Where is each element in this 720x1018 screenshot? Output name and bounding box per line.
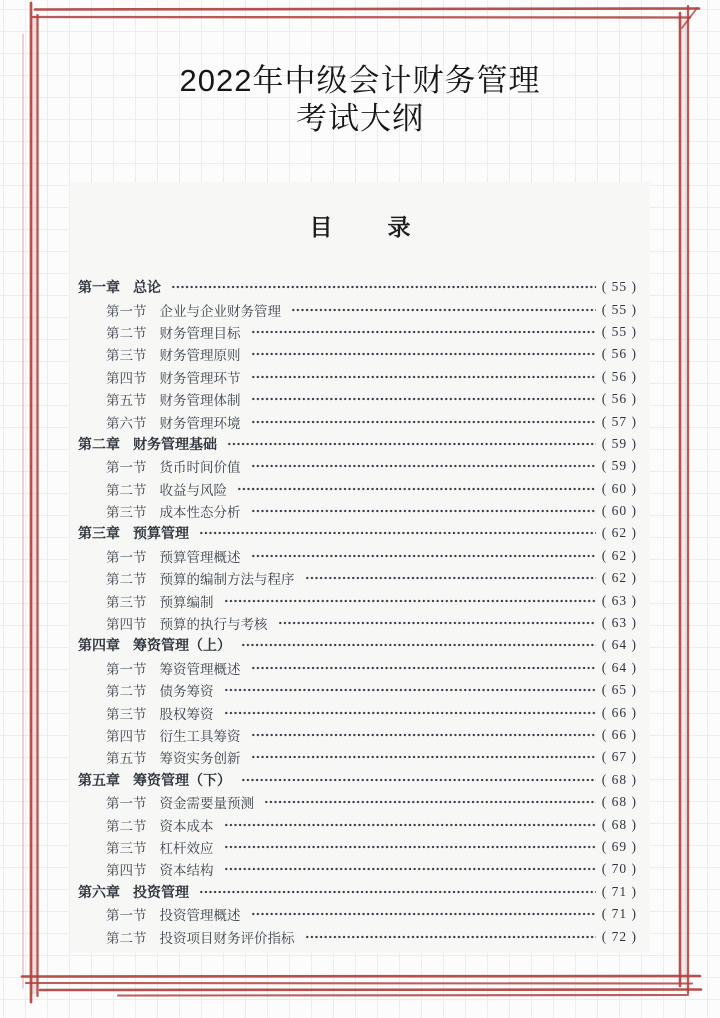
toc-dot-leader bbox=[241, 638, 596, 652]
toc-entry bbox=[70, 276, 650, 298]
toc-entry-page: ( 55 ) bbox=[601, 323, 637, 339]
toc-entry-page: ( 56 ) bbox=[601, 368, 637, 384]
toc-entry bbox=[70, 925, 650, 947]
toc-entry-number: 第一节 bbox=[106, 908, 147, 924]
toc-entry-title: 财务管理基础 bbox=[133, 435, 217, 452]
toc-entry-title: 预算管理 bbox=[133, 525, 189, 542]
toc-dot-leader bbox=[224, 683, 596, 697]
toc-entry bbox=[70, 410, 650, 432]
toc-entry-page: ( 62 ) bbox=[601, 570, 637, 586]
toc-entry-page: ( 63 ) bbox=[601, 615, 637, 631]
toc-dot-leader bbox=[224, 818, 596, 832]
title-line-2: 考试大纲 bbox=[296, 101, 424, 136]
toc-dot-leader bbox=[251, 504, 596, 518]
toc-entry bbox=[70, 791, 650, 813]
toc-panel bbox=[70, 182, 650, 953]
toc-dot-leader bbox=[199, 885, 596, 899]
toc-entry-page: ( 71 ) bbox=[601, 883, 637, 899]
toc-dot-leader bbox=[241, 773, 596, 787]
toc-entry-number: 第四节 bbox=[106, 617, 147, 633]
toc-entry-number: 第四节 bbox=[106, 370, 147, 386]
toc-heading-char-2: 录 bbox=[387, 214, 411, 240]
toc-entry-title: 财务管理体制 bbox=[159, 393, 241, 409]
toc-entry-title: 资本成本 bbox=[159, 818, 214, 834]
toc-dot-leader bbox=[251, 459, 596, 473]
toc-entry bbox=[70, 813, 650, 835]
toc-dot-leader bbox=[224, 706, 596, 720]
toc-entry-page: ( 69 ) bbox=[601, 838, 637, 854]
toc-entry-page: ( 59 ) bbox=[601, 458, 637, 474]
toc-entry-number: 第三节 bbox=[106, 706, 147, 722]
toc-dot-leader bbox=[251, 750, 596, 764]
toc-entry-number: 第二节 bbox=[106, 572, 147, 588]
toc-entry bbox=[70, 612, 650, 634]
toc-entry-page: ( 60 ) bbox=[601, 503, 637, 519]
toc-entry-number: 第二节 bbox=[106, 482, 147, 498]
toc-dot-leader bbox=[278, 616, 596, 630]
toc-entry-number: 第一章 bbox=[78, 279, 120, 296]
toc-dot-leader bbox=[251, 392, 596, 406]
toc-entry-number: 第三节 bbox=[106, 348, 147, 364]
toc-entry-number: 第六节 bbox=[106, 415, 147, 431]
toc-entry-title: 财务管理环境 bbox=[159, 415, 241, 431]
toc-entry bbox=[70, 881, 650, 903]
toc-dot-leader bbox=[251, 370, 596, 384]
toc-entry-number: 第二节 bbox=[106, 818, 147, 834]
toc-dot-leader bbox=[264, 795, 596, 809]
toc-entry bbox=[70, 903, 650, 925]
toc-dot-leader bbox=[227, 437, 596, 451]
toc-entry-title: 资金需要量预测 bbox=[159, 796, 254, 812]
toc-entry bbox=[70, 836, 650, 858]
toc-entry bbox=[70, 567, 650, 589]
toc-entry-page: ( 65 ) bbox=[601, 682, 637, 698]
toc-entry-number: 第五节 bbox=[106, 751, 147, 767]
toc-entry-number: 第三节 bbox=[106, 840, 147, 856]
toc-heading-char-1: 目 bbox=[309, 214, 333, 240]
toc-entry-title: 预算的编制方法与程序 bbox=[159, 572, 295, 588]
toc-dot-leader bbox=[291, 303, 596, 317]
toc-entry-number: 第四节 bbox=[106, 729, 147, 744]
toc-entry-title: 货币时间价值 bbox=[159, 460, 241, 476]
toc-entry-title: 预算编制 bbox=[159, 594, 214, 610]
toc-entry-title: 收益与风险 bbox=[159, 482, 227, 498]
toc-dot-leader bbox=[224, 594, 596, 608]
toc-entry-page: ( 57 ) bbox=[601, 413, 637, 429]
toc-entry-number: 第二节 bbox=[106, 325, 147, 341]
toc-dot-leader bbox=[224, 840, 596, 854]
toc-entry-title: 杠杆效应 bbox=[159, 840, 214, 856]
toc-entry-title: 财务管理环节 bbox=[159, 370, 241, 386]
toc-dot-leader bbox=[237, 482, 596, 496]
toc-entry bbox=[70, 701, 650, 723]
toc-entry-number: 第二节 bbox=[106, 684, 147, 700]
toc-entry-number: 第五章 bbox=[78, 771, 120, 788]
toc-dot-leader bbox=[251, 728, 596, 742]
toc-entry bbox=[70, 433, 650, 455]
toc-entry-title: 财务管理原则 bbox=[159, 348, 241, 364]
toc-entry bbox=[70, 388, 650, 410]
toc-entry bbox=[70, 545, 650, 567]
toc-entry-title: 投资管理 bbox=[133, 883, 189, 900]
toc-dot-leader bbox=[305, 930, 596, 944]
toc-entry-page: ( 66 ) bbox=[601, 727, 637, 742]
toc-dot-leader bbox=[251, 661, 596, 675]
toc-entry-number: 第六章 bbox=[78, 883, 120, 900]
toc-entry bbox=[70, 589, 650, 611]
toc-entry-page: ( 63 ) bbox=[601, 592, 637, 608]
toc-entry bbox=[70, 634, 650, 656]
toc-dot-leader bbox=[305, 571, 596, 585]
toc-entry-page: ( 59 ) bbox=[601, 435, 637, 451]
toc-entry-title: 企业与企业财务管理 bbox=[159, 303, 281, 319]
toc-entry-page: ( 72 ) bbox=[601, 928, 637, 944]
toc-entry-title: 财务管理目标 bbox=[159, 325, 241, 341]
toc-entry bbox=[70, 366, 650, 388]
toc-entry-number: 第四章 bbox=[78, 637, 120, 654]
toc-entry-title: 预算的执行与考核 bbox=[159, 617, 268, 633]
toc-entry bbox=[70, 858, 650, 880]
toc-entry-title: 股权筹资 bbox=[159, 706, 214, 722]
toc-entry-number: 第三节 bbox=[106, 594, 147, 610]
toc-entry-page: ( 56 ) bbox=[601, 391, 637, 407]
toc-entry bbox=[70, 522, 650, 544]
toc-entry-page: ( 62 ) bbox=[601, 525, 637, 541]
toc-entry-page: ( 62 ) bbox=[601, 547, 637, 563]
toc-entry bbox=[70, 321, 650, 343]
toc-dot-leader bbox=[199, 526, 596, 540]
title-line-1: 2022年中级会计财务管理 bbox=[179, 63, 541, 98]
toc-dot-leader bbox=[251, 325, 596, 339]
toc-dot-leader bbox=[251, 549, 596, 563]
toc-entry bbox=[70, 679, 650, 701]
toc-dot-leader bbox=[224, 862, 596, 876]
toc-list bbox=[70, 276, 650, 948]
toc-entry bbox=[70, 455, 650, 477]
toc-entry-number: 第一节 bbox=[106, 303, 147, 319]
toc-entry-title: 投资管理概述 bbox=[159, 908, 241, 924]
toc-entry-page: ( 56 ) bbox=[601, 346, 637, 362]
toc-entry-page: ( 67 ) bbox=[601, 749, 637, 765]
document-title bbox=[0, 62, 720, 138]
toc-entry-title: 成本性态分析 bbox=[159, 505, 241, 521]
toc-entry-title: 筹资管理（下） bbox=[133, 771, 231, 788]
toc-entry-number: 第一节 bbox=[106, 796, 147, 812]
toc-entry bbox=[70, 298, 650, 320]
toc-entry bbox=[70, 746, 650, 768]
toc-entry bbox=[70, 343, 650, 365]
toc-entry-page: ( 55 ) bbox=[601, 301, 637, 317]
toc-entry-page: ( 68 ) bbox=[601, 794, 637, 810]
toc-entry-title: 筹资管理概述 bbox=[159, 661, 241, 677]
toc-entry bbox=[70, 657, 650, 679]
toc-entry-number: 第一节 bbox=[106, 460, 147, 476]
toc-entry-title: 资本结构 bbox=[159, 863, 214, 879]
toc-entry bbox=[70, 500, 650, 522]
toc-entry-number: 第二章 bbox=[78, 435, 120, 452]
toc-entry-page: ( 66 ) bbox=[601, 704, 637, 720]
toc-entry-page: ( 60 ) bbox=[601, 480, 637, 496]
toc-dot-leader bbox=[251, 347, 596, 361]
toc-entry-page: ( 70 ) bbox=[601, 861, 637, 877]
toc-entry-number: 第一节 bbox=[106, 661, 147, 677]
toc-dot-leader bbox=[171, 280, 596, 294]
toc-entry-page: ( 55 ) bbox=[601, 279, 637, 295]
toc-dot-leader bbox=[251, 415, 596, 429]
toc-entry-number: 第三章 bbox=[78, 525, 120, 542]
toc-entry-title: 筹资实务创新 bbox=[159, 751, 241, 767]
toc-entry-page: ( 64 ) bbox=[601, 637, 637, 653]
toc-entry-page: ( 68 ) bbox=[601, 771, 637, 787]
toc-entry-page: ( 64 ) bbox=[601, 659, 637, 675]
toc-entry-title: 投资项目财务评价指标 bbox=[159, 930, 295, 946]
toc-entry-number: 第一节 bbox=[106, 549, 147, 565]
toc-entry-title: 衍生工具筹资 bbox=[159, 729, 241, 744]
toc-entry-title: 总论 bbox=[133, 279, 161, 296]
toc-entry bbox=[70, 478, 650, 500]
toc-heading bbox=[70, 209, 650, 242]
toc-entry-number: 第二节 bbox=[106, 930, 147, 946]
toc-entry-number: 第三节 bbox=[106, 505, 147, 521]
toc-entry-page: ( 68 ) bbox=[601, 816, 637, 832]
toc-entry-number: 第四节 bbox=[106, 863, 147, 879]
toc-entry-title: 债务筹资 bbox=[159, 684, 214, 700]
toc-entry-title: 预算管理概述 bbox=[159, 549, 241, 565]
toc-dot-leader bbox=[251, 907, 596, 921]
toc-entry-page: ( 71 ) bbox=[601, 906, 637, 922]
toc-entry-number: 第五节 bbox=[106, 393, 147, 409]
toc-entry-title: 筹资管理（上） bbox=[133, 637, 231, 654]
toc-entry bbox=[70, 769, 650, 791]
toc-entry bbox=[70, 724, 650, 746]
